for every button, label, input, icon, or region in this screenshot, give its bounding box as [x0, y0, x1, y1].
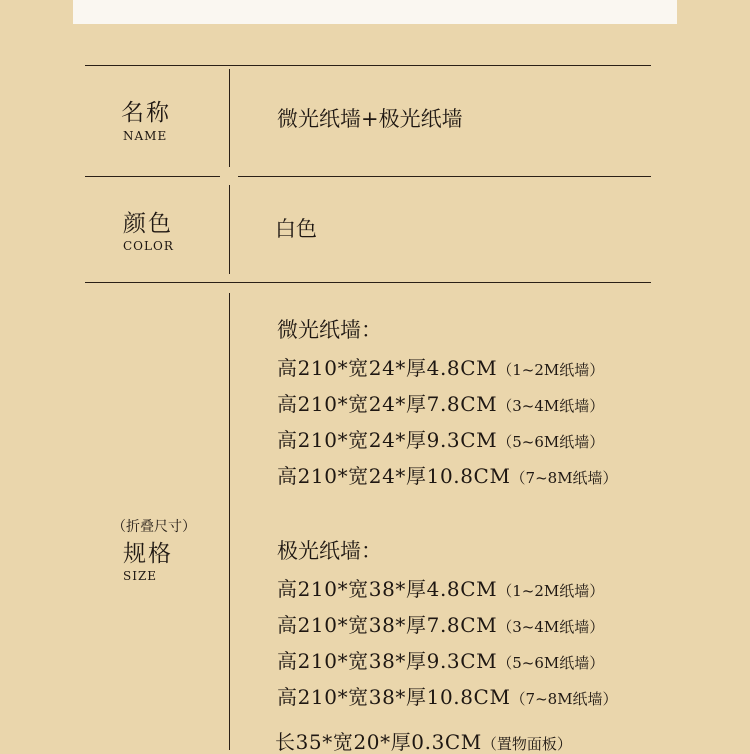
spec-group-title: 微光纸墙：: [277, 318, 382, 342]
spec-line-panel: 长35*宽20*厚0.3CM（置物面板）: [275, 730, 572, 754]
column-divider-2: [229, 185, 230, 274]
divider-name-right: [238, 176, 651, 177]
column-divider-1: [229, 69, 230, 167]
color-label-en: COLOR: [123, 239, 174, 253]
spec-line: 高210*宽24*厚10.8CM（7~8M纸墙）: [277, 464, 618, 488]
spec-line: 高210*宽38*厚9.3CM（5~6M纸墙）: [277, 649, 605, 673]
spec-line: 高210*宽38*厚7.8CM（3~4M纸墙）: [277, 613, 605, 637]
spec-line: 高210*宽38*厚4.8CM（1~2M纸墙）: [277, 577, 605, 601]
divider-color: [85, 282, 651, 283]
spec-group-title: 极光纸墙：: [277, 539, 382, 563]
size-label: 规格: [123, 541, 173, 567]
divider-name-left: [85, 176, 220, 177]
spec-line: 高210*宽24*厚4.8CM（1~2M纸墙）: [277, 356, 605, 380]
size-label-en: SIZE: [123, 569, 158, 583]
top-card: [73, 0, 677, 24]
size-note: （折叠尺寸）: [112, 519, 196, 535]
divider-top: [85, 65, 651, 66]
spec-line: 高210*宽24*厚9.3CM（5~6M纸墙）: [277, 428, 605, 452]
name-label: 名称: [121, 100, 171, 126]
name-value: 微光纸墙+极光纸墙: [277, 107, 463, 131]
color-value: 白色: [275, 217, 317, 241]
spec-line: 高210*宽24*厚7.8CM（3~4M纸墙）: [277, 392, 605, 416]
name-label-en: NAME: [123, 129, 168, 143]
color-label: 颜色: [123, 211, 173, 237]
column-divider-3: [229, 293, 230, 750]
spec-line: 高210*宽38*厚10.8CM（7~8M纸墙）: [277, 685, 618, 709]
